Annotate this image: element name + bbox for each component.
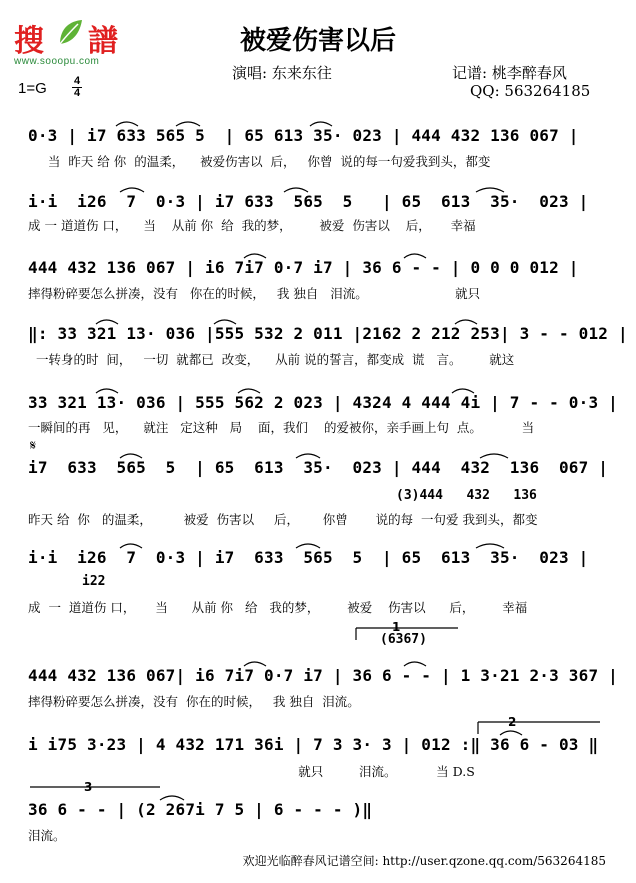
lyric-row-7: 成 一 道道伤 口， 当 从前 你 给 我的梦， 被爱 伤害以 后， 幸福 xyxy=(28,600,528,615)
time-signature-bottom: 4 xyxy=(73,87,81,99)
segno-icon: 𝄋 xyxy=(30,438,37,454)
notation-row-1: 0·3 | i7 633 565 5 | 65 613 35· 023 | 444 432 136 067 | xyxy=(28,126,579,145)
notation-row-2: i·i i26 7 0·3 | i7 633 565 5 | 65 613 35· 023 | xyxy=(28,192,589,211)
lyric-row-10: 泪流。 xyxy=(28,828,66,843)
lyric-row-9: 就只 泪流。 当 D.S xyxy=(28,764,475,779)
footer-credit: 欢迎光临醉春风记谱空间: http://user.qzone.qq.com/563264185 xyxy=(242,854,606,868)
transcriber-credit: 记谱: 桃李醉春风 xyxy=(452,64,567,82)
time-signature xyxy=(72,76,82,99)
song-title: 被爱伤害以后 xyxy=(239,26,396,56)
lyric-row-3: 摔得粉碎要怎么拼凑，没有 你在的时候， 我 独自 泪流。 就只 xyxy=(28,286,481,301)
notation-row-9: i i75 3·23 | 4 432 171 36i | 7 3 3· 3 | 012 :‖ 36 6 - 03 ‖ xyxy=(28,735,599,754)
lyric-row-6: 昨天 给 你 的温柔， 被爱 伤害以 后， 你曾 说的每 一句爱 我到头，都变 xyxy=(28,512,538,527)
time-signature-top: 4 xyxy=(73,75,81,87)
notation-row-7: i·i i26 7 0·3 | i7 633 565 5 | 65 613 35· 023 | xyxy=(28,548,589,567)
lyric-row-2: 成 一 道道伤 口， 当 从前 你 给 我的梦， 被爱 伤害以 后， 幸福 xyxy=(28,218,476,233)
lyric-row-8: 摔得粉碎要怎么拼凑，没有 你在的时候， 我 独自 泪流。 xyxy=(28,694,360,709)
notation-row-10: 36 6 - - | (2 267i 7 5 | 6 - - - )‖ xyxy=(28,800,373,819)
logo-character-2: 譜 xyxy=(88,24,118,59)
lyric-row-1: 当 昨天 给 你 的温柔， 被爱伤害以 后， 你曾 说的每一句爱我到头，都变 xyxy=(28,154,491,169)
logo-character-1: 搜 xyxy=(14,24,44,59)
notation-row-5: 33 321 13· 036 | 555 562 2 023 | 4324 4 444 4i | 7 - - 0·3 | xyxy=(28,393,618,412)
notation-row-4: ‖: 33 321 13· 036 |555 532 2 011 |2162 2 212 253| 3 - - 012 | xyxy=(28,324,628,343)
variant-notes-row-8: (6367) xyxy=(380,632,427,647)
notation-row-3: 444 432 136 067 | i6 7i7 0·7 i7 | 36 6 - - | 0 0 0 012 | xyxy=(28,258,579,277)
notation-row-8: 444 432 136 067| i6 7i7 0·7 i7 | 36 6 - - | 1 3·21 2·3 367 | xyxy=(28,666,618,685)
volta-2-label: 2 xyxy=(508,715,517,729)
notation-row-6: i7 633 565 5 | 65 613 35· 023 | 444 432 136 067 | xyxy=(28,458,609,477)
key-signature: 1=G xyxy=(18,80,47,97)
volta-1-label: 1 xyxy=(392,620,401,634)
lyric-row-5: 一瞬间的再 见， 就注 定这种 局 面，我们 的爱被你，亲手画上句 点。 当 xyxy=(28,420,535,435)
qq-contact: QQ: 563264185 xyxy=(470,82,591,100)
variant-notes-row-6: (3)444 432 136 xyxy=(396,488,537,503)
volta-3-label: 3 xyxy=(84,780,93,794)
variant-notes-row-7: i22 xyxy=(82,574,106,589)
singer-credit: 演唱: 东来东往 xyxy=(232,64,332,82)
logo-url: www.sooopu.com xyxy=(14,56,100,67)
lyric-row-4: 一转身的时 间， 一切 就都已 改变， 从前 说的誓言，都变成 谎 言。 就这 xyxy=(28,352,515,367)
